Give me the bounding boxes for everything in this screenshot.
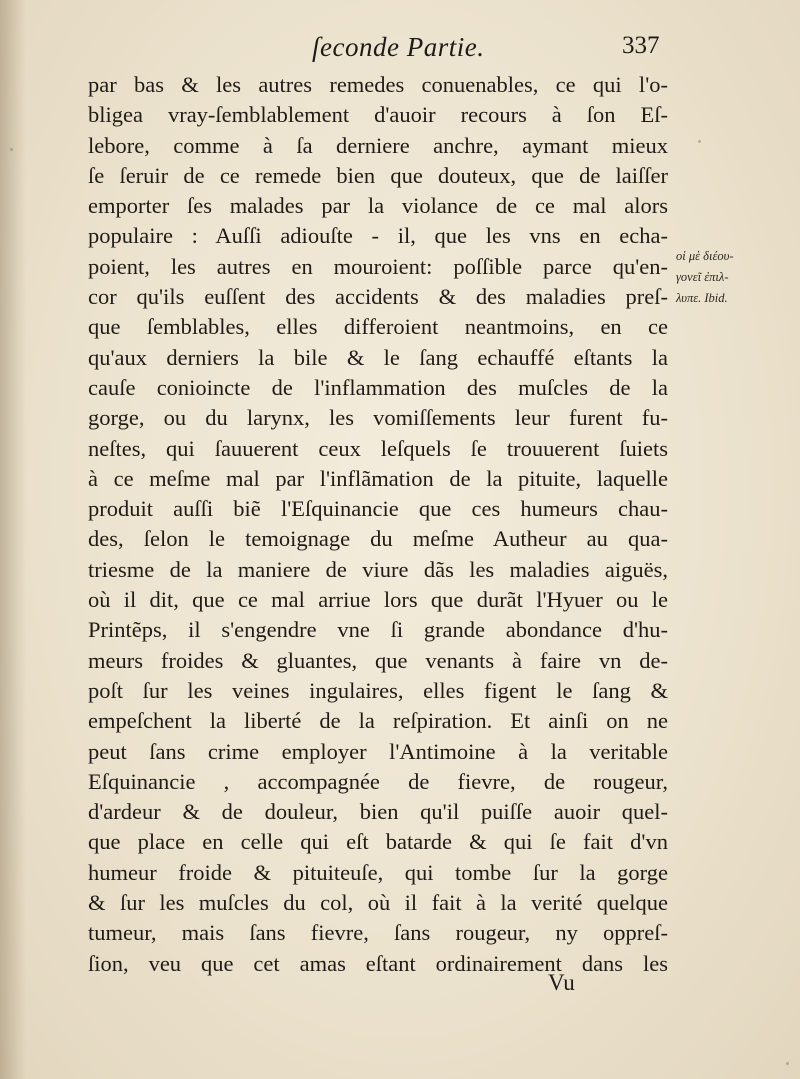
text-line: Eſquinancie , accompagnée de fievre, de rougeur,	[88, 768, 668, 794]
marginal-note-line: γονεῖ ἐπιλ-	[676, 270, 729, 284]
text-line: & ſur les muſcles du col, où il fait à la verité quelque	[88, 890, 668, 916]
marginal-note	[676, 246, 776, 309]
text-line: cor qu'ils euſſent des accidents & des maladies preſ-	[88, 284, 668, 310]
text-line: des, ſelon le temoignage du meſme Autheur au qua-	[88, 526, 668, 552]
marginal-note-line: λυπε. Ibid.	[676, 291, 728, 305]
text-line: lebore, comme à ſa derniere anchre, aymant mieux	[88, 132, 668, 158]
text-line: peut ſans crime employer l'Antimoine à la veritable	[88, 738, 668, 764]
text-line: par bas & les autres remedes conuenables, ce qui l'o-	[88, 72, 668, 97]
text-line: ſion, veu que cet amas eſtant ordinairement dans les	[88, 950, 668, 976]
text-line: à ce meſme mal par l'inflãmation de la pituite, laquelle	[88, 465, 668, 491]
catchword: Vu	[548, 970, 575, 995]
text-line: ſe ſeruir de ce remede bien que douteux, que de laiſſer	[88, 162, 668, 188]
text-line: humeur froide & pituiteuſe, qui tombe ſur la gorge	[88, 859, 668, 885]
text-line: Printẽps, il s'engendre vne ſi grande abondance d'hu-	[88, 617, 668, 643]
text-line: neſtes, qui ſauuerent ceux leſquels ſe trouuerent ſuiets	[88, 435, 668, 461]
page-number: 337	[622, 32, 660, 59]
text-line: poient, les autres en mouroient: poſſible parce qu'en-	[88, 253, 668, 279]
page-header	[0, 30, 800, 70]
text-line: que place en celle qui eſt batarde & qui ſe fait d'vn	[88, 829, 668, 855]
text-line: gorge, ou du larynx, les vomiſſements leur furent fu-	[88, 405, 668, 431]
text-line: produit auſſi biẽ l'Eſquinancie que ces humeurs chau-	[88, 496, 668, 522]
text-line: qu'aux derniers la bile & le ſang echauffé eſtants la	[88, 344, 668, 370]
running-title: ſeconde Partie.	[312, 32, 485, 62]
marginal-note-line: οἱ μὲ διέου-	[676, 249, 734, 263]
text-line: tumeur, mais ſans fievre, ſans rougeur, ny oppreſ-	[88, 920, 668, 946]
text-line: triesme de la maniere de viure dãs les maladies aiguës,	[88, 556, 668, 582]
body-text	[88, 70, 668, 979]
text-line: où il dit, que ce mal arriue lors que durãt l'Hyuer ou le	[88, 587, 668, 613]
paper-speck	[10, 148, 13, 151]
text-line: populaire : Auſſi adiouſte - il, que les vns en echa-	[88, 223, 668, 249]
text-line: meurs froides & gluantes, que venants à faire vn de-	[88, 647, 668, 673]
text-line: d'ardeur & de douleur, bien qu'il puiſſe auoir quel-	[88, 799, 668, 825]
text-line: emporter ſes malades par la violance de ce mal alors	[88, 193, 668, 219]
paper-speck	[698, 140, 701, 143]
text-line: empeſchent la liberté de la reſpiration. Et ainſi on ne	[88, 708, 668, 734]
paper-speck	[786, 1062, 789, 1065]
text-line: cauſe conioincte de l'inflammation des muſcles de la	[88, 374, 668, 400]
text-line: que ſemblables, elles differoient neantmoins, en ce	[88, 314, 668, 340]
text-line: bligea vray-ſemblablement d'auoir recours à ſon Eſ-	[88, 102, 668, 128]
text-line: poſt ſur les veines ingulaires, elles figent le ſang &	[88, 677, 668, 703]
gutter-shadow	[0, 0, 26, 1079]
